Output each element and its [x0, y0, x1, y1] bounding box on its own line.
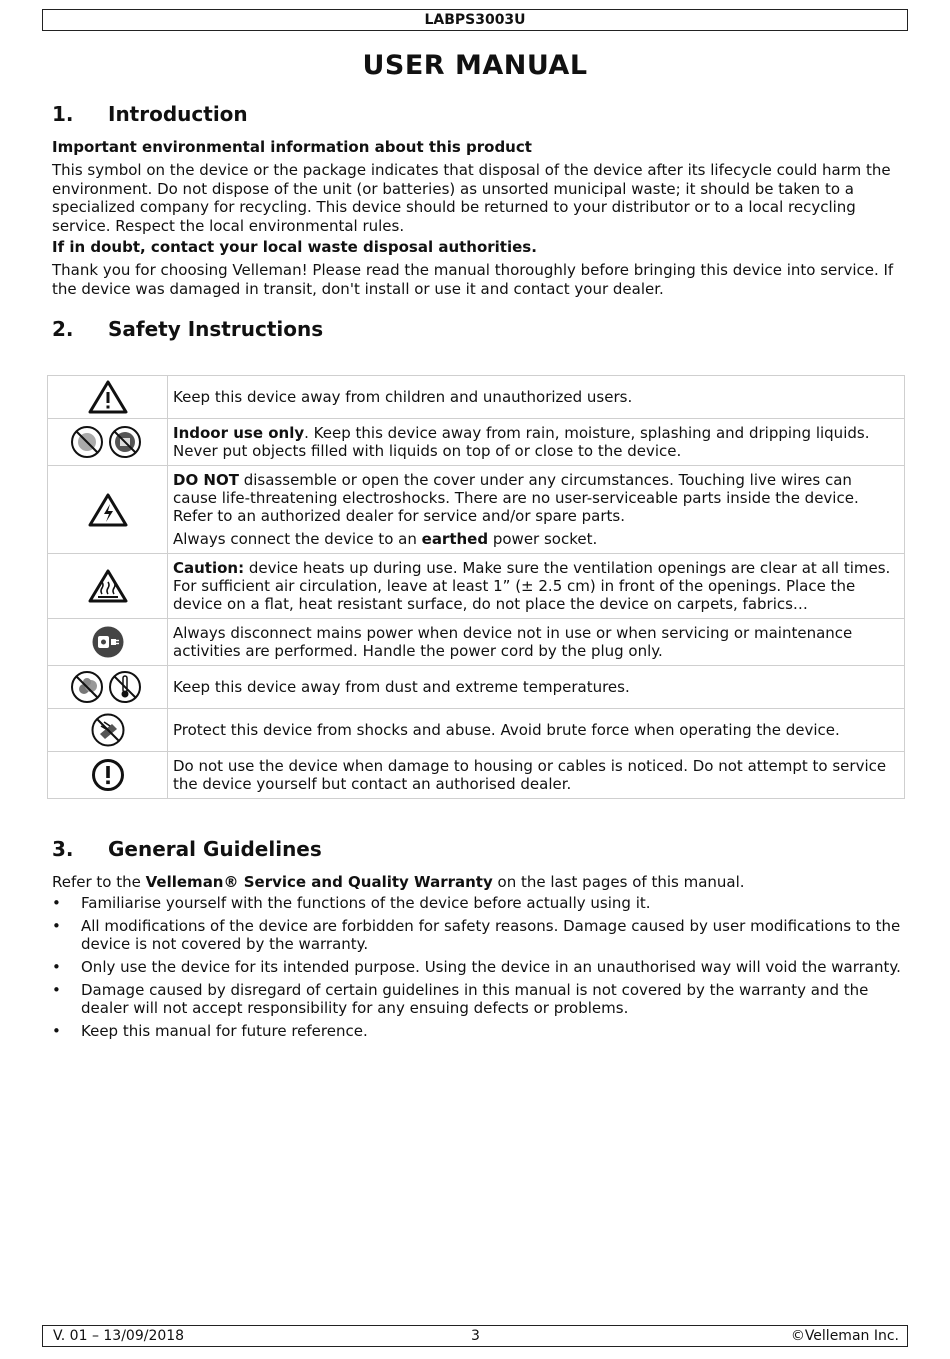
- safety-text: Caution: device heats up during use. Make sure the ventilation openings are clear at all times. For sufficient air circulation, leave at least 1” (± 2.5 cm) in front of the openings. Place the device on a flat, heat resistant surface, do not place the device on carpets, fabrics…: [168, 554, 905, 619]
- safety-row: [48, 466, 905, 554]
- safety-text: DO NOT disassemble or open the cover under any circumstances. Touching live wires can cause life-threatening electroshocks. There are no user-serviceable parts inside the device. Refer to an authorized dealer for service and/or spare parts. Always connect the device to an earthed power socket.: [168, 466, 905, 554]
- waste-disposal-note: If in doubt, contact your local waste disposal authorities.: [52, 238, 537, 256]
- icon-cell: [48, 466, 168, 554]
- safety-row: [48, 709, 905, 752]
- icon-cell: [48, 554, 168, 619]
- document-title: USER MANUAL: [362, 50, 588, 81]
- hot-surface-icon: [88, 569, 128, 603]
- safety-row: [48, 376, 905, 419]
- footer-copyright: ©Velleman Inc.: [790, 1328, 899, 1344]
- thank-you-paragraph: Thank you for choosing Velleman! Please read the manual thoroughly before bringing this device into service. If the device was damaged in transit, don't install or use it and contact your dealer.: [52, 261, 894, 298]
- warranty-reference: Refer to the Velleman® Service and Quality Warranty on the last pages of this manual.: [52, 873, 745, 891]
- icon-cell: [48, 752, 168, 799]
- section-title: General Guidelines: [108, 837, 322, 861]
- safety-row: [48, 619, 905, 666]
- safety-row: [48, 419, 905, 466]
- electric-shock-warning-icon: [88, 493, 128, 527]
- section-heading-guidelines: [52, 837, 322, 861]
- footer-version: V. 01 – 13/09/2018: [53, 1328, 185, 1344]
- icon-cell: [48, 709, 168, 752]
- list-item: • Keep this manual for future reference.: [52, 1022, 902, 1040]
- list-item: • All modifications of the device are forbidden for safety reasons. Damage caused by user modifications to the device is not covered by the warranty.: [52, 917, 902, 954]
- section-title: Safety Instructions: [108, 317, 324, 341]
- safety-row: [48, 752, 905, 799]
- no-dust-temperature-icon: [70, 669, 146, 705]
- footer: [42, 1325, 908, 1347]
- header-model: LABPS3003U: [424, 12, 526, 28]
- disconnect-mains-icon: [91, 625, 125, 659]
- guidelines-list: [52, 894, 902, 1045]
- section-number: 3.: [52, 837, 74, 861]
- section-number: 2.: [52, 317, 74, 341]
- no-shock-icon: [90, 712, 126, 748]
- header-model-box: [42, 9, 908, 31]
- safety-text: Protect this device from shocks and abuse. Avoid brute force when operating the device.: [168, 709, 905, 752]
- environment-subheading: Important environmental information about this product: [52, 138, 532, 156]
- environment-paragraph: This symbol on the device or the package indicates that disposal of the device after its lifecycle could harm the environment. Do not dispose of the unit (or batteries) as unsorted municipal waste; it should be taken to a specialized company for recycling. This device should be returned to your distributor or to a local recycling service. Respect the local environmental rules.: [52, 161, 891, 235]
- section-heading-safety: [52, 317, 323, 341]
- safety-text: Indoor use only. Keep this device away from rain, moisture, splashing and dripping liquids. Never put objects filled with liquids on top of or close to the device.: [168, 419, 905, 466]
- section-number: 1.: [52, 102, 74, 126]
- safety-row: [48, 554, 905, 619]
- safety-row: [48, 666, 905, 709]
- list-item: • Familiarise yourself with the functions of the device before actually using it.: [52, 894, 902, 912]
- safety-text: Keep this device away from children and unauthorized users.: [168, 376, 905, 419]
- list-item: • Damage caused by disregard of certain guidelines in this manual is not covered by the warranty and the dealer will not accept responsibility for any ensuing defects or problems.: [52, 981, 902, 1018]
- section-heading-introduction: [52, 102, 248, 126]
- icon-cell: [48, 619, 168, 666]
- safety-text: Keep this device away from dust and extreme temperatures.: [168, 666, 905, 709]
- safety-text: Do not use the device when damage to housing or cables is noticed. Do not attempt to service the device yourself but contact an authorised dealer.: [168, 752, 905, 799]
- icon-cell: [48, 666, 168, 709]
- icon-cell: [48, 376, 168, 419]
- footer-page-number: 3: [471, 1328, 480, 1344]
- list-item: • Only use the device for its intended purpose. Using the device in an unauthorised way will void the warranty.: [52, 958, 902, 976]
- safety-text: Always disconnect mains power when device not in use or when servicing or maintenance activities are performed. Handle the power cord by the plug only.: [168, 619, 905, 666]
- no-water-indoor-icon: [70, 424, 146, 460]
- icon-cell: [48, 419, 168, 466]
- section-title: Introduction: [108, 102, 248, 126]
- exclamation-circle-icon: [91, 758, 125, 792]
- safety-table: [47, 375, 905, 799]
- warning-triangle-icon: [88, 380, 128, 414]
